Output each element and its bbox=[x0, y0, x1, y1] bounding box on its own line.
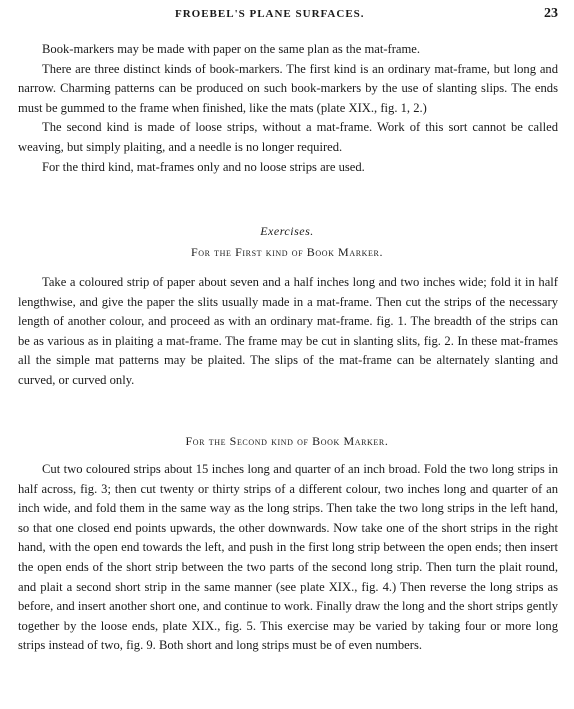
first-kind-heading: For the First kind of Book Marker. bbox=[190, 245, 384, 259]
running-head bbox=[0, 8, 574, 26]
paragraph-first-kind: Take a coloured strip of paper about seven and a half inches long and two inches wide; fold it in half lengthwise, and give the paper the slits usually made in a mat-frame. Then cut the strips of the necessary length of another colour, and proceed as with an ordinary mat-frame. fig. 1. The breadth of the strips can be as various as in plaiting a mat-frame. The frame may be cut in slanting slits, fig. 2. In these mat-frames all the simple mat patterns may be plaited. The slips of the mat-frame can be alternately slanting and curved, or curved only. bbox=[18, 275, 558, 387]
paragraph-intro-2: There are three distinct kinds of book-markers. The first kind is an ordinary mat-frame, but long and narrow. Charming patterns can be produced on such book-markers by the use of slanting slips. The ends must be gummed to the frame when finished, like the mats (plate XIX., fig. 1, 2.) bbox=[18, 61, 558, 115]
running-head-title: FROEBEL'S PLANE SURFACES. bbox=[175, 8, 365, 20]
paragraph-intro-1: Book-markers may be made with paper on the same plan as the mat-frame. bbox=[42, 42, 421, 56]
exercises-heading: Exercises. bbox=[260, 224, 314, 238]
page-number: 23 bbox=[544, 6, 558, 21]
paragraph-second-kind: Cut two coloured strips about 15 inches long and quarter of an inch broad. Fold the two long strips in half across, fig. 3; then cut twenty or thirty strips of a different colour, two inches long and quarter of an inch wide, and fold them in the same way as the long strips. Then take the two long strips in the left hand, so that one closed end points upwards, the other downwards. Now take one of the short strips in the right hand, with the open end towards the left, and push in the first long strip between the open ends; then insert the open ends of the short strip between the two parts of the second long strip. Then turn the plait round, and plait a second short strip in the same manner (see plate XIX., fig. 4.) Then reverse the long strips as before, and insert another short one, and continue to work. Finally draw the long and the short strips gently together by the loose ends, plate XIX., fig. 5. This exercise may be varied by taking four or more long strips instead of two, fig. 9. Both short and long strips must be of even numbers. bbox=[18, 462, 558, 653]
second-kind-section bbox=[18, 460, 558, 656]
paragraph-intro-4: For the third kind, mat-frames only and no loose strips are used. bbox=[42, 159, 365, 174]
first-kind-section bbox=[18, 273, 558, 391]
second-kind-heading: For the Second kind of Book Marker. bbox=[185, 434, 389, 448]
paragraph-intro-3: The second kind is made of loose strips, without a mat-frame. Work of this sort cannot be called weaving, but simply plaiting, and a needle is no longer required. bbox=[18, 120, 558, 154]
intro-section bbox=[18, 40, 558, 177]
